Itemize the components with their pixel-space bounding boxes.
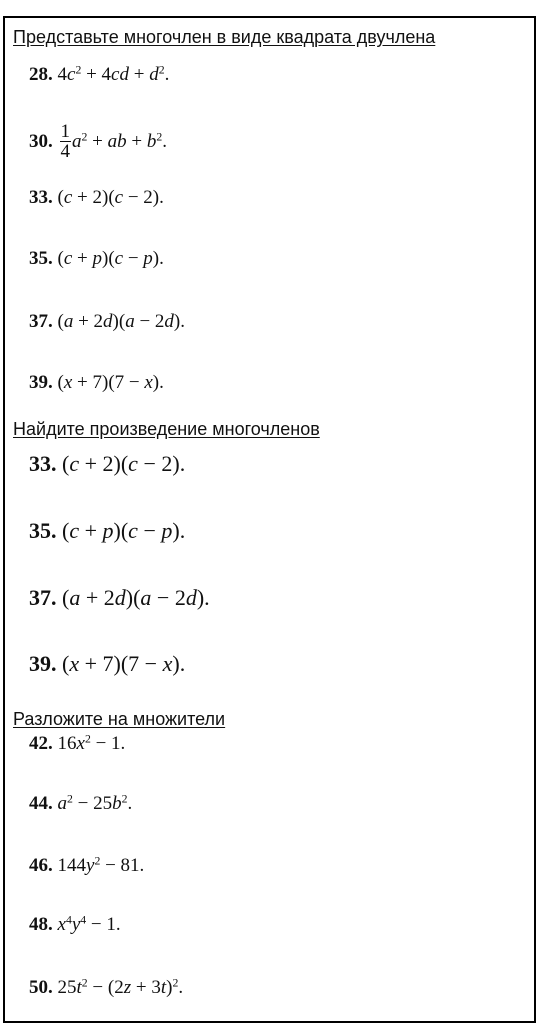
problem-number: 35.: [29, 518, 57, 543]
problem: [29, 188, 164, 207]
problem-expression: (a + 2d)(a − 2d).: [62, 585, 210, 610]
problem-number: 35.: [29, 248, 53, 269]
fraction: [60, 122, 72, 161]
problem-expression: (c + 2)(c − 2).: [57, 187, 164, 208]
problem-expression: $a^2$ + ab + $b^2$.: [72, 130, 167, 152]
problem-expression: (x + 7)(7 − x).: [62, 651, 186, 676]
problem: [29, 453, 185, 475]
problem-expression: $25t^2 - (2z + 3t)^2$.: [57, 976, 184, 998]
problem: [29, 794, 132, 813]
problem: [29, 915, 121, 934]
problem-number: 33.: [29, 451, 57, 476]
problem-expression: $144y^2 - 81$.: [57, 854, 145, 876]
problem-expression: (c + 2)(c − 2).: [62, 451, 186, 476]
problem-number: 39.: [29, 651, 57, 676]
problem: [29, 312, 185, 331]
problem: [29, 653, 185, 675]
problem-expression: $4c^2 + 4cd + d^2$.: [57, 63, 170, 85]
problem: [29, 520, 185, 542]
problem-expression: (c + p)(c − p).: [57, 248, 164, 269]
problem-number: 48.: [29, 914, 53, 935]
problem-expression: $16x^2 - 1$.: [57, 732, 126, 754]
problem-number: 37.: [29, 585, 57, 610]
problem-number: 37.: [29, 311, 53, 332]
problem-number: 44.: [29, 793, 53, 814]
fraction-denominator: 4: [60, 141, 70, 162]
problem: [29, 249, 164, 268]
fraction-numerator: 1: [60, 121, 70, 142]
problem-expression: $a^2 - 25b^2$.: [57, 792, 133, 814]
section-heading: Разложите на множители: [13, 709, 226, 729]
problem-number: 28.: [29, 64, 53, 85]
section-heading: Представьте многочлен в виде квадрата двучлена: [13, 27, 436, 47]
problem-number: 33.: [29, 187, 53, 208]
problem-expression: (c + p)(c − p).: [62, 518, 186, 543]
problem: [29, 978, 183, 997]
problem-expression: $x^4y^4 - 1$.: [57, 913, 121, 935]
problem: [29, 65, 169, 84]
problem-number: 46.: [29, 855, 53, 876]
problem: [29, 587, 210, 609]
problem: [29, 373, 164, 392]
problem-expression: (a + 2d)(a − 2d).: [57, 311, 185, 332]
problem-expression: (x + 7)(7 − x).: [57, 372, 164, 393]
problem: [29, 856, 144, 875]
problem-number: 39.: [29, 372, 53, 393]
problem: [29, 122, 167, 161]
section-heading: Найдите произведение многочленов: [13, 419, 320, 439]
problem-number: 50.: [29, 977, 53, 998]
problem-number: 42.: [29, 733, 53, 754]
problem: [29, 734, 125, 753]
problem-number: 30.: [29, 131, 53, 152]
